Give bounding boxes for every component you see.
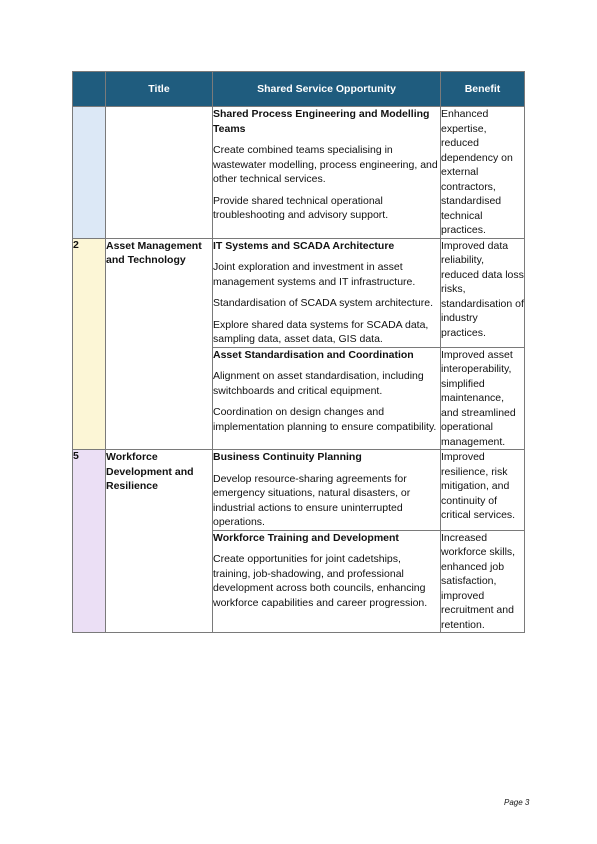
- group-number: 5: [73, 450, 106, 633]
- opportunity-description: Standardisation of SCADA system architecture.: [213, 297, 434, 309]
- header-benefit: Benefit: [441, 72, 525, 107]
- opportunity-title: Business Continuity Planning: [213, 451, 362, 463]
- table-row: [73, 450, 525, 531]
- opportunity-description: Coordination on design changes and implementation planning to ensure compatibility.: [213, 406, 437, 433]
- group-title: [106, 107, 213, 239]
- opportunity-cell: [213, 530, 441, 633]
- group-title: Workforce Development and Resilience: [106, 450, 213, 633]
- group-number: 2: [73, 238, 106, 450]
- opportunity-cell: [213, 347, 441, 450]
- opportunity-title: IT Systems and SCADA Architecture: [213, 239, 395, 252]
- opportunity-cell: [213, 450, 441, 531]
- opportunities-table: [72, 71, 525, 633]
- opportunity-description: Joint exploration and investment in asset management systems and IT infrastructure.: [213, 261, 416, 288]
- group-title: Asset Management and Technology: [106, 238, 213, 450]
- benefit-cell: Improved resilience, risk mitigation, and continuity of critical services.: [441, 450, 525, 531]
- table-row: [73, 107, 525, 239]
- opportunity-cell: [213, 238, 441, 347]
- benefit-cell: Improved asset interoperability, simplified maintenance, and streamlined operational management.: [441, 347, 525, 450]
- opportunity-description: Explore shared data systems for SCADA data, sampling data, asset data, GIS data.: [213, 318, 429, 345]
- page-number: Page 3: [504, 798, 530, 807]
- group-number: [73, 107, 106, 239]
- opportunity-description: Alignment on asset standardisation, including switchboards and critical equipment.: [213, 370, 424, 397]
- table-body: [73, 107, 525, 633]
- benefit-cell: Improved data reliability, reduced data loss risks, standardisation of industry practices.: [441, 238, 525, 347]
- benefit-cell: Enhanced expertise, reduced dependency on external contractors, standardised technical practices.: [441, 107, 525, 239]
- opportunity-cell: [213, 107, 441, 239]
- header-opportunity: Shared Service Opportunity: [213, 72, 441, 107]
- benefit-cell: Increased workforce skills, enhanced job satisfaction, improved recruitment and retention.: [441, 530, 525, 633]
- opportunity-description: Provide shared technical operational troubleshooting and advisory support.: [213, 194, 389, 221]
- opportunity-title: Shared Process Engineering and Modelling Teams: [213, 108, 430, 135]
- header-number: [73, 72, 106, 107]
- opportunity-title: Asset Standardisation and Coordination: [213, 348, 414, 361]
- opportunity-description: Create opportunities for joint cadetships, training, job-shadowing, and professional development across both councils, enhancing workforce capabilities and career progression.: [213, 553, 428, 609]
- opportunity-description: Develop resource-sharing agreements for emergency situations, natural disasters, or industrial actions to ensure uninterrupted operations.: [213, 472, 411, 528]
- table-header-row: [73, 72, 525, 107]
- table-row: [73, 238, 525, 347]
- opportunity-description: Create combined teams specialising in wastewater modelling, process engineering, and other technical services.: [213, 144, 438, 185]
- header-title: Title: [106, 72, 213, 107]
- opportunity-title: Workforce Training and Development: [213, 531, 399, 544]
